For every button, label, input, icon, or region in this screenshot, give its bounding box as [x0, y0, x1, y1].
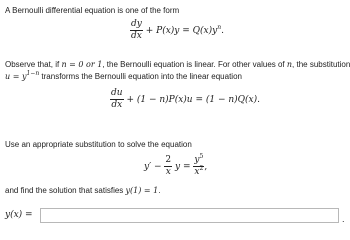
- bernoulli-equation: [130, 20, 224, 41]
- bernoulli-exponent: n: [217, 24, 222, 31]
- answer-period: .: [342, 214, 345, 224]
- condition-text: and find the solution that satisfies: [5, 186, 126, 195]
- given-comma: ,: [204, 162, 208, 172]
- dy-dx-fraction: [130, 20, 143, 41]
- frac2-den-base: x: [194, 167, 200, 177]
- du-dx-fraction: [110, 89, 124, 110]
- two-over-x-fraction: [164, 156, 172, 177]
- initial-condition: y(1) = 1: [125, 186, 159, 195]
- observe-text-c: , the Bernoulli equation is linear. For other values of: [102, 60, 287, 69]
- bernoulli-period: .: [221, 26, 224, 36]
- dx-denominator: dx: [131, 31, 142, 41]
- observe-text-transform: transforms the Bernoulli equation into the linear equation: [39, 72, 242, 81]
- frac2-num-base: y: [194, 155, 200, 165]
- frac1-denominator: x: [165, 167, 171, 177]
- linear-equation: [110, 89, 260, 110]
- condition-line: [5, 186, 161, 196]
- observe-text-e: , the substitution: [292, 60, 350, 69]
- observe-n-values: n = 0 or 1: [61, 60, 103, 69]
- y5-over-x2-fraction: [193, 153, 204, 177]
- frac2-den-exp: 2: [199, 165, 204, 172]
- bernoulli-rest: + P(x)y = Q(x)y: [145, 26, 218, 36]
- condition-period: .: [158, 186, 161, 195]
- linear-rest: + (1 − n)P(x)u = (1 − n)Q(x).: [126, 95, 261, 105]
- answer-row: [5, 208, 350, 224]
- intro-text: A Bernoulli differential equation is one of the form: [5, 6, 180, 15]
- dx-denominator-linear: dx: [111, 100, 123, 110]
- frac2-num-exp: 5: [199, 153, 204, 160]
- observe-text-a: Observe that, if: [5, 60, 62, 69]
- substitution-u: u = y: [5, 72, 27, 81]
- observe-line-2: [5, 72, 242, 82]
- substitution-exponent: 1−n: [26, 70, 40, 77]
- frac2-denominator: [193, 167, 204, 177]
- answer-label: y(x) =: [5, 210, 33, 220]
- y-equals: y =: [175, 162, 191, 172]
- observe-line-1: [5, 60, 350, 70]
- frac1-numerator: 2: [165, 155, 172, 165]
- du-numerator: du: [111, 88, 123, 98]
- task-text: Use an appropriate substitution to solve the equation: [5, 140, 192, 149]
- observe-n: n: [286, 60, 293, 69]
- dy-numerator: dy: [131, 19, 142, 29]
- given-equation: [144, 153, 208, 177]
- answer-input[interactable]: [40, 208, 339, 223]
- y-prime: y′ −: [144, 162, 162, 172]
